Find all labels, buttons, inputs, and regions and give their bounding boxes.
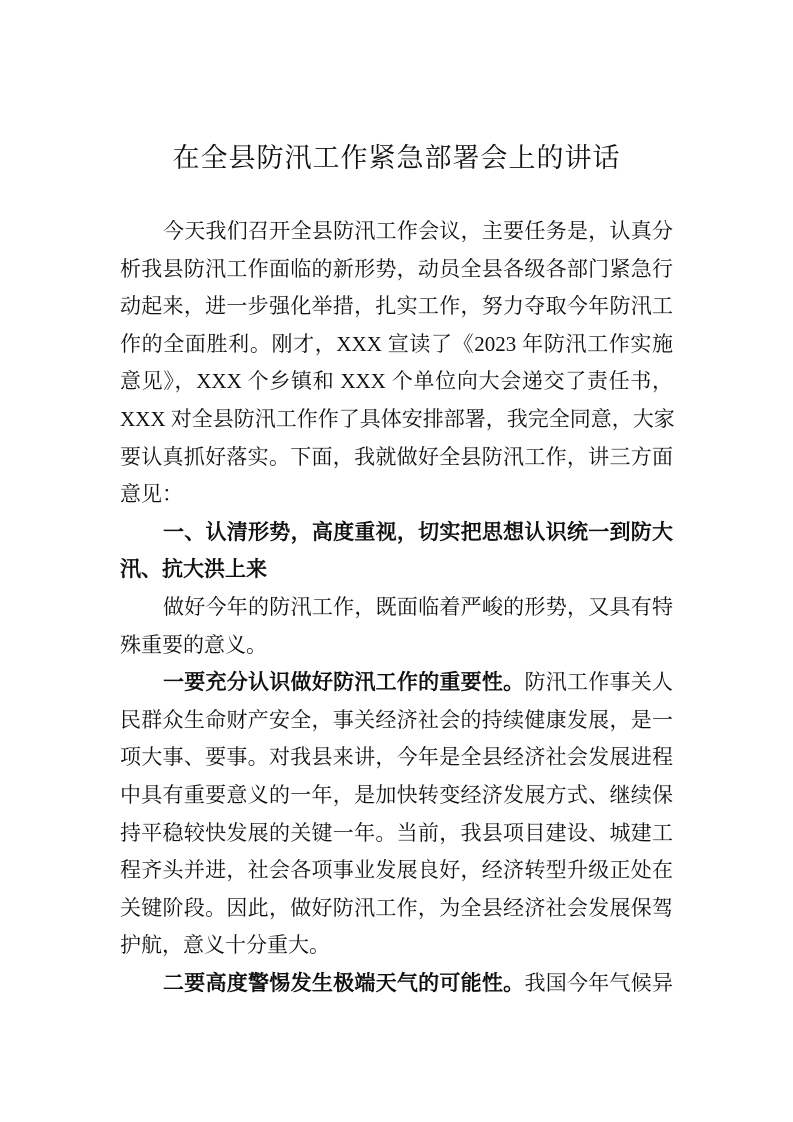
- line-text: 中具有重要意义的一年，是加快转变经济发展方式、继续保: [120, 782, 673, 807]
- paragraph-line: [120, 927, 673, 965]
- paragraph-line: [120, 363, 673, 401]
- paragraph-line: [120, 777, 673, 815]
- section-heading-line: [120, 514, 673, 552]
- line-text: 作的全面胜利。刚才，XXX 宣读了《2023 年防汛工作实施: [120, 331, 673, 356]
- paragraph-line: [120, 627, 673, 665]
- section-heading-line: [120, 551, 673, 589]
- line-text: 意见》，XXX 个乡镇和 XXX 个单位向大会递交了责任书，: [120, 369, 673, 394]
- line-text: 要认真抓好落实。下面，我就做好全县防汛工作，讲三方面: [120, 444, 673, 469]
- paragraph-line: [120, 288, 673, 326]
- document-body: [120, 213, 673, 1002]
- line-text: 民群众生命财产安全，事关经济社会的持续健康发展，是一: [120, 707, 673, 732]
- paragraph-line: [120, 815, 673, 853]
- line-text: 动起来，进一步强化举措，扎实工作，努力夺取今年防汛工: [120, 294, 673, 319]
- line-text: 做好今年的防汛工作，既面临着严峻的形势，又具有特: [163, 594, 673, 619]
- paragraph-line: [120, 476, 673, 514]
- bold-lead: 一要充分认识做好防汛工作的重要性。: [163, 670, 525, 695]
- paragraph-line: [120, 326, 673, 364]
- paragraph-line: [120, 439, 673, 477]
- line-text: 程齐头并进，社会各项事业发展良好，经济转型升级正处在: [120, 858, 673, 883]
- line-text: 关键阶段。因此，做好防汛工作，为全县经济社会发展保驾: [120, 895, 673, 920]
- paragraph-line: [120, 890, 673, 928]
- paragraph-line: [120, 213, 673, 251]
- line-text: 意见：: [120, 482, 183, 507]
- bold-lead: 一、认清形势，高度重视，切实把思想认识统一到防大: [163, 519, 673, 544]
- line-text: 我国今年气候异: [524, 970, 674, 995]
- line-text: 今天我们召开全县防汛工作会议，主要任务是，认真分: [163, 219, 673, 243]
- line-text: 持平稳较快发展的关键一年。当前，我县项目建设、城建工: [120, 820, 673, 845]
- paragraph-line: [120, 965, 673, 1003]
- bold-lead: 二要高度警惕发生极端天气的可能性。: [163, 970, 525, 995]
- paragraph-line: [120, 702, 673, 740]
- line-text: 防汛工作事关人: [524, 670, 674, 695]
- paragraph-line: [120, 664, 673, 702]
- paragraph-line: [120, 589, 673, 627]
- paragraph-line: [120, 401, 673, 439]
- paragraph-line: [120, 852, 673, 890]
- line-text: 护航，意义十分重大。: [120, 933, 330, 958]
- paragraph-line: [120, 251, 673, 289]
- line-text: 析我县防汛工作面临的新形势，动员全县各级各部门紧急行: [120, 256, 673, 281]
- line-text: 殊重要的意义。: [120, 632, 267, 657]
- line-text: XXX 对全县防汛工作作了具体安排部署，我完全同意，大家: [120, 406, 675, 431]
- line-text: 项大事、要事。对我县来讲，今年是全县经济社会发展进程: [120, 745, 673, 770]
- paragraph-line: [120, 739, 673, 777]
- bold-lead: 汛、抗大洪上来: [120, 557, 267, 582]
- document-title: 在全县防汛工作紧急部署会上的讲话: [172, 143, 621, 173]
